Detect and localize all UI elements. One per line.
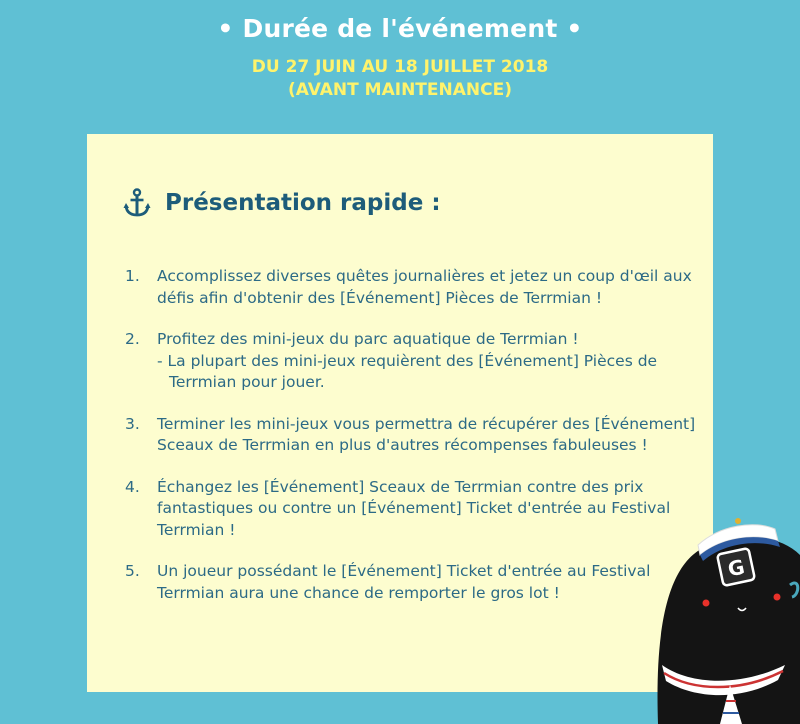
step-number: 2. [125, 330, 140, 348]
list-item [125, 329, 705, 394]
step-text: Un joueur possédant le [Événement] Ticket d'entrée au Festival Terrmian aura une chance de remporter le gros lot ! [157, 562, 651, 602]
list-item [125, 561, 705, 604]
list-item [125, 266, 705, 309]
step-text: Accomplissez diverses quêtes journalières et jetez un coup d'œil aux défis afin d'obtenir des [Événement] Pièces de Terrmian ! [157, 267, 692, 307]
sailor-mascot-icon [650, 515, 800, 724]
event-dates [0, 56, 800, 102]
step-number: 1. [125, 267, 140, 285]
step-number: 4. [125, 477, 140, 496]
event-dates-line-1: DU 27 JUIN AU 18 JUILLET 2018 [251, 57, 549, 77]
presentation-heading-text: Présentation rapide : [165, 190, 441, 216]
step-note: - La plupart des mini-jeux requièrent des [Événement] Pièces de Terrmian pour jouer. [157, 351, 658, 391]
steps-list [125, 266, 705, 624]
step-number: 3. [125, 414, 140, 433]
presentation-card [87, 134, 713, 692]
anchor-icon [123, 188, 151, 218]
list-item [125, 414, 705, 457]
step-body [157, 329, 705, 394]
step-text: Échangez les [Événement] Sceaux de Terrmian contre des prix fantastiques ou contre un [Événement] Ticket d'entrée au Festival Terrmian ! [157, 477, 671, 539]
step-text: Profitez des mini-jeux du parc aquatique de Terrmian ! [157, 330, 579, 348]
step-number: 5. [125, 562, 140, 580]
event-dates-line-2: (AVANT MAINTENANCE) [288, 80, 512, 100]
mascot-emblem-letter: G [725, 554, 747, 582]
presentation-heading [123, 188, 441, 218]
list-item [125, 477, 705, 542]
step-text: Terminer les mini-jeux vous permettra de récupérer des [Événement] Sceaux de Terrmian en plus d'autres récompenses fabuleuses ! [157, 414, 696, 454]
event-duration-title: • Durée de l'événement • [217, 14, 583, 43]
